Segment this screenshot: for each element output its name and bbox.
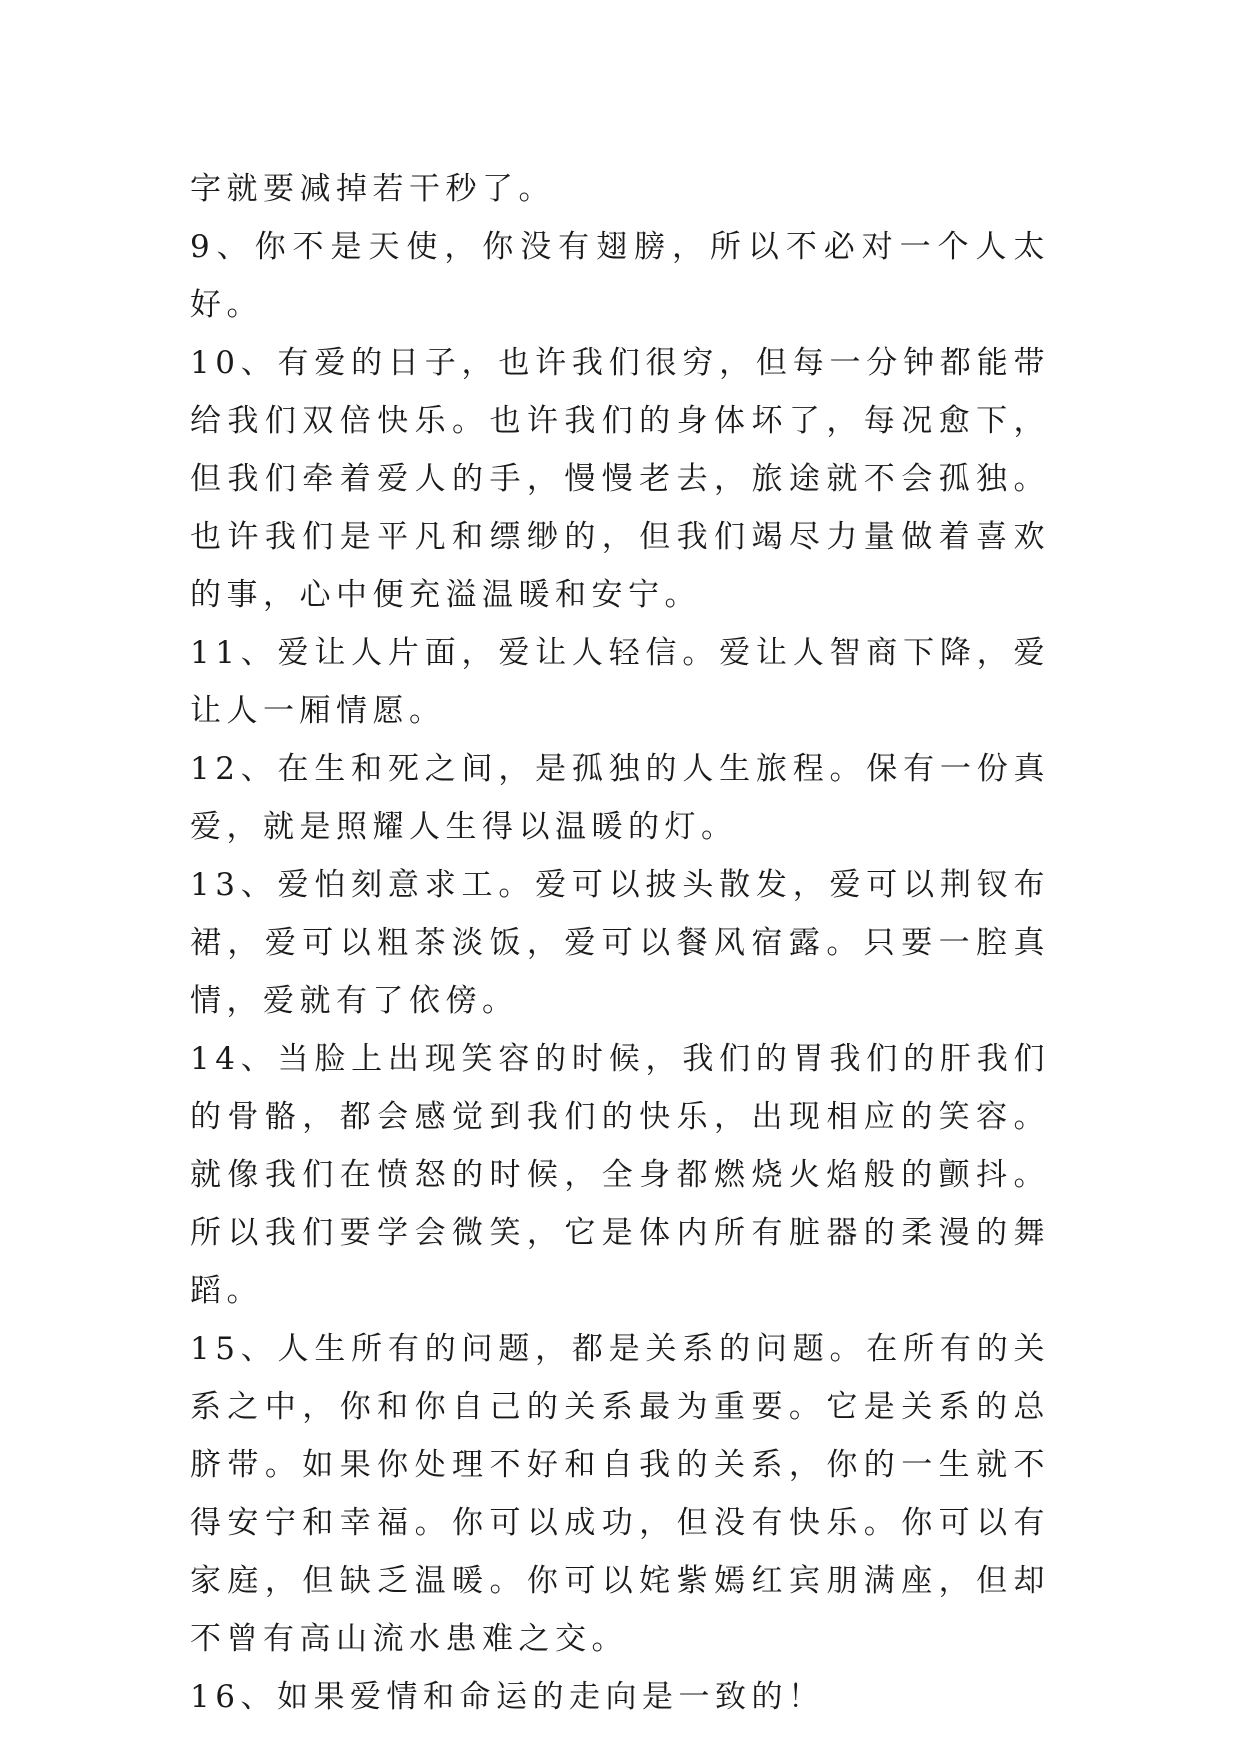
document-body bbox=[190, 160, 1050, 1726]
paragraph-item-15: 15、人生所有的问题，都是关系的问题。在所有的关系之中，你和你自己的关系最为重要。它是关系的总脐带。如果你处理不好和自我的关系，你的一生就不得安宁和幸福。你可以成功，但没有快乐。你可以有家庭，但缺乏温暖。你可以姹紫嫣红宾朋满座，但却不曾有高山流水患难之交。 bbox=[190, 1331, 1050, 1657]
paragraph-item-12: 12、在生和死之间，是孤独的人生旅程。保有一份真爱，就是照耀人生得以温暖的灯。 bbox=[190, 751, 1050, 845]
paragraph-continuation: 字就要减掉若干秒了。 bbox=[190, 171, 555, 207]
paragraph-item-13: 13、爱怕刻意求工。爱可以披头散发，爱可以荆钗布裙，爱可以粗茶淡饭，爱可以餐风宿露。只要一腔真情，爱就有了依傍。 bbox=[190, 867, 1050, 1019]
paragraph-item-10: 10、有爱的日子，也许我们很穷，但每一分钟都能带给我们双倍快乐。也许我们的身体坏了，每况愈下，但我们牵着爱人的手，慢慢老去，旅途就不会孤独。也许我们是平凡和缥缈的，但我们竭尽力量做着喜欢的事，心中便充溢温暖和安宁。 bbox=[190, 345, 1050, 613]
paragraph-item-9: 9、你不是天使，你没有翅膀，所以不必对一个人太好。 bbox=[190, 229, 1050, 323]
paragraph-item-16: 16、如果爱情和命运的走向是一致的！ bbox=[190, 1679, 825, 1715]
paragraph-item-14: 14、当脸上出现笑容的时候，我们的胃我们的肝我们的骨骼，都会感觉到我们的快乐，出现相应的笑容。就像我们在愤怒的时候，全身都燃烧火焰般的颤抖。所以我们要学会微笑，它是体内所有脏器的柔漫的舞蹈。 bbox=[190, 1041, 1050, 1309]
paragraph-item-11: 11、爱让人片面，爱让人轻信。爱让人智商下降，爱让人一厢情愿。 bbox=[190, 635, 1050, 729]
